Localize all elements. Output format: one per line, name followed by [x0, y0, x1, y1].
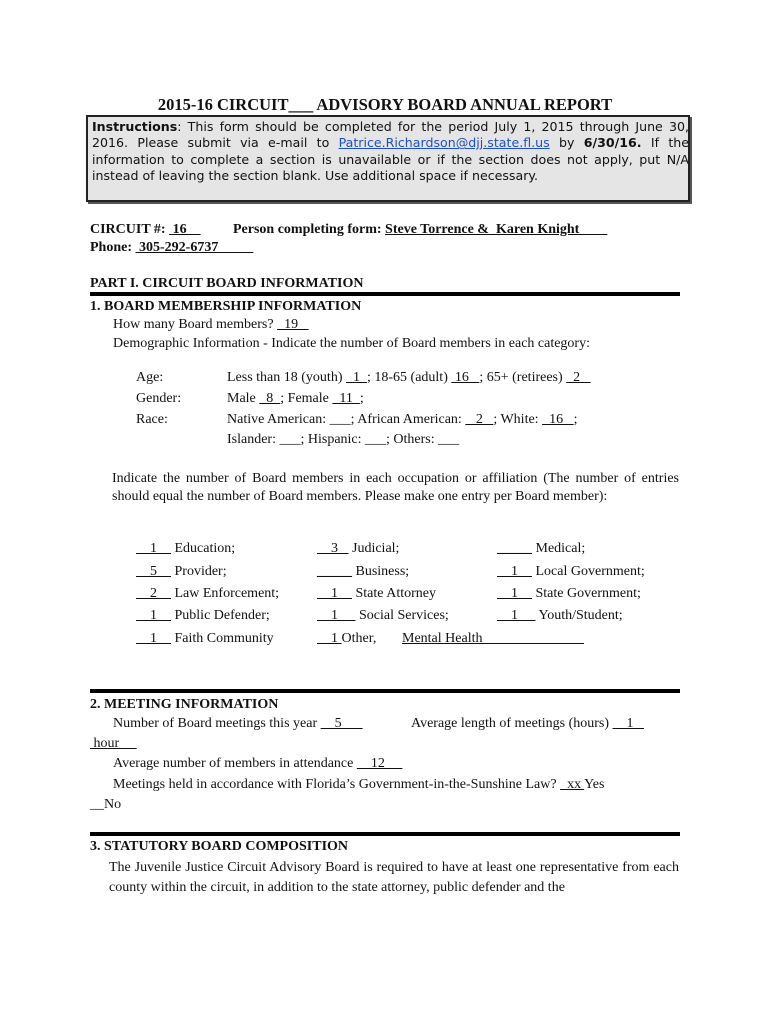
occupation-item: [136, 564, 227, 580]
occupation-label: State Attorney: [352, 586, 436, 601]
instructions-label: Instructions: [92, 119, 178, 134]
phone-value: 305-292-6737: [135, 240, 254, 255]
occupation-label: Public Defender;: [171, 608, 270, 623]
section-rule: [90, 292, 680, 296]
occupation-count: _____: [497, 541, 532, 556]
length-continuation: hour: [90, 736, 137, 751]
occupation-count: 1: [317, 631, 342, 646]
person-line: [233, 222, 607, 238]
meetings-value: 5: [320, 716, 363, 731]
occupation-count: 1: [497, 564, 532, 579]
race-values-2: Islander: ___; Hispanic: ___; Others: ___: [227, 432, 460, 447]
occupation-item: [317, 586, 436, 602]
phone-label: Phone:: [90, 240, 132, 255]
sunshine-yes-value: xx: [560, 777, 585, 792]
occupation-item: [317, 631, 380, 647]
instructions-text: Instructions: This form should be completed for the period July 1, 2015 through June 30, 2016. Please submit via e-mail to Patrice.Richardson@djj.state.fl.us by 6/30/16. If the information to complete a section is unavailable or if the section does not apply, put N/A instead of leaving the section blank. Use additional space if necessary.: [92, 119, 689, 184]
occupation-label: Education;: [171, 541, 236, 556]
circuit-number: 16: [169, 222, 201, 237]
demographic-text: Demographic Information - Indicate the number of Board members in each category:: [113, 336, 590, 351]
part1-heading: PART I. CIRCUIT BOARD INFORMATION: [90, 276, 364, 291]
occupation-count: 2: [136, 586, 171, 601]
section-rule: [90, 832, 680, 836]
occupation-label: Local Government;: [532, 564, 645, 579]
occupation-item: [317, 608, 449, 624]
occupation-item: [136, 541, 235, 557]
section2-heading: 2. MEETING INFORMATION: [90, 697, 279, 712]
section3-heading: 3. STATUTORY BOARD COMPOSITION: [90, 839, 349, 854]
occupation-count: 1: [136, 541, 171, 556]
members-value: 19: [277, 317, 309, 332]
age-values: Less than 18 (youth) 1 ; 18-65 (adult) 16 ; 65+ (retirees) 2: [227, 370, 591, 385]
occupation-count: 1: [317, 586, 352, 601]
other-value: Mental Health: [402, 631, 584, 646]
occupation-label: Business;: [352, 564, 410, 579]
race-values: Native American: ___; African American: 2 ; White: 16 ;: [227, 412, 578, 427]
occupation-label: Faith Community: [171, 631, 274, 646]
occupation-item: [497, 586, 641, 602]
section-rule: [90, 689, 680, 693]
age-label: Age:: [136, 370, 164, 385]
occupation-count: _____: [317, 564, 352, 579]
occupation-label: Medical;: [532, 541, 586, 556]
occupation-item: [497, 564, 645, 580]
gender-values: Male 8 ; Female 11 ;: [227, 391, 364, 406]
occupation-label: State Government;: [532, 586, 641, 601]
person-label: Person completing form:: [233, 222, 382, 237]
occupation-label: Judicial;: [348, 541, 400, 556]
page-title: 2015-16 CIRCUIT___ ADVISORY BOARD ANNUAL REPORT: [157, 95, 613, 114]
occupation-item: [136, 631, 274, 647]
occupation-label: Youth/Student;: [535, 608, 623, 623]
occupation-item: [136, 586, 279, 602]
length-question: Average length of meetings (hours) 1: [411, 716, 645, 731]
gender-label: Gender:: [136, 391, 182, 406]
circuit-label: CIRCUIT #:: [90, 222, 166, 237]
email-link[interactable]: Patrice.Richardson@djj.state.fl.us: [338, 135, 550, 151]
race-label: Race:: [136, 412, 168, 427]
section1-heading: 1. BOARD MEMBERSHIP INFORMATION: [90, 299, 362, 314]
attendance-value: 12: [356, 756, 403, 771]
occupation-count: 5: [136, 564, 171, 579]
occupation-label: Provider;: [171, 564, 227, 579]
occupation-count: 3: [317, 541, 349, 556]
section3-text: The Juvenile Justice Circuit Advisory Board is required to have at least one representative from each county within the circuit, in addition to the state attorney, public defender and the: [109, 860, 679, 895]
occupation-label: Social Services;: [355, 608, 449, 623]
occupation-item: [317, 541, 399, 557]
occupation-count: 1: [317, 608, 356, 623]
attendance-question: Average number of members in attendance 12: [113, 756, 403, 771]
circuit-line: [90, 222, 201, 238]
instructions-box: [86, 115, 690, 202]
occupation-item: [136, 608, 270, 624]
occupation-count: 1: [136, 608, 171, 623]
occupation-count: 1: [497, 586, 532, 601]
sunshine-no: __No: [90, 797, 122, 812]
sunshine-question: Meetings held in accordance with Florida’s Government-in-the-Sunshine Law? xx Yes: [113, 777, 605, 792]
occupation-item: [497, 541, 585, 557]
person-value: Steve Torrence & Karen Knight: [385, 222, 608, 237]
occupation-label: Law Enforcement;: [171, 586, 280, 601]
occupation-count: 1: [497, 608, 536, 623]
occupation-count: 1: [136, 631, 171, 646]
occupation-label: Other,: [341, 631, 380, 646]
members-question: How many Board members? 19: [113, 317, 309, 332]
occupation-instructions: Indicate the number of Board members in each occupation or affiliation (The number of entries should equal the number of Board members. Please make one entry per Board member):: [112, 471, 679, 504]
phone-line: [90, 240, 253, 256]
occupation-item: [317, 564, 409, 580]
meetings-question: Number of Board meetings this year 5: [113, 716, 363, 731]
occupation-item: [497, 608, 623, 624]
length-value: 1: [612, 716, 645, 731]
deadline: 6/30/16.: [583, 135, 642, 151]
